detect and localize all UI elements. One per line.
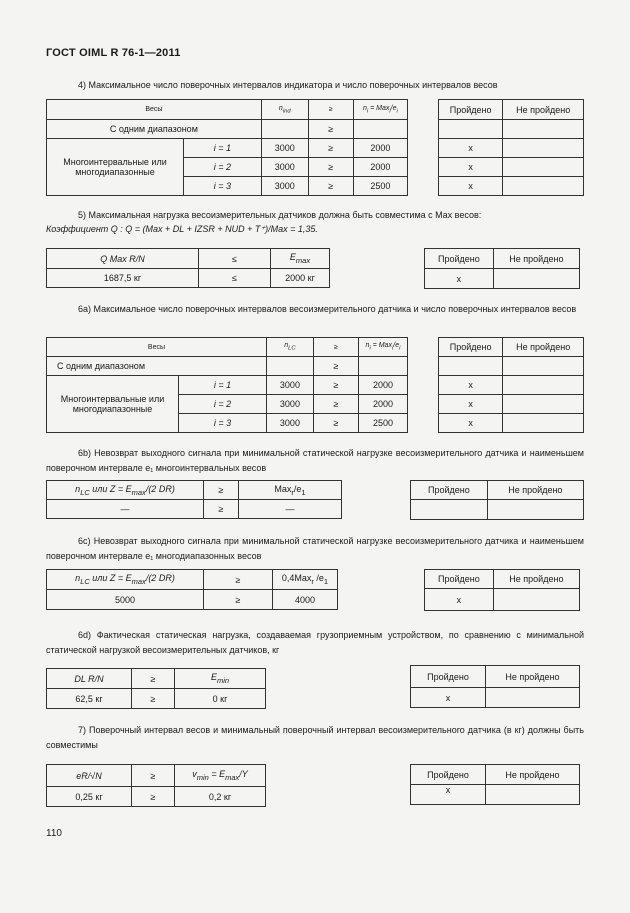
s6c-text: 6c) Невозврат выходного сигнала при минимальной статической нагрузке весоизмерительного датчика и наименьшем поверочном интервале e₁ многодиапазонных весов <box>46 536 584 561</box>
s5-table: Q Max R/N ≤ $E_{max}$ 1687,5 кг ≤ 2000 кг <box>46 248 330 288</box>
s6d-table: DL R/N ≥ $E_{min}$ 62,5 кг ≥ 0 кг <box>46 668 266 709</box>
s5-text: 5) Максимальная нагрузка весоизмерительных датчиков должна быть совместима с Max весов: <box>78 210 482 220</box>
s5-pass-table: Пройдено Не пройдено x <box>424 248 580 289</box>
s7-pass-table: Пройдено Не пройдено x <box>410 764 580 805</box>
s6a-pass-table: Пройдено Не пройдено x x x <box>438 337 584 433</box>
s4-table: Весы $n_{ind}$ ≥ $n_i = Max_i/e_i$ С одним диапазоном ≥ Многоинтервальные или многодиапазонные i = 1 3000 ≥ 2000 i = 2 3000 ≥ 2000 i = 3 3000 ≥ 2500 <box>46 99 408 196</box>
s7-table: eR/√N ≥ $v_{min} = E_{max}/Y$ 0,25 кг ≥ 0,2 кг <box>46 764 266 807</box>
s6c-table: $n_{LC}$ или $Z = E_{max}/(2$ DR) ≥ 0,4Max$_r$ $/e_1$ 5000 ≥ 4000 <box>46 569 338 610</box>
s4-text: 4) Максимальное число поверочных интервалов индикатора и число поверочных интервалов весов <box>78 80 498 90</box>
s4-h-nind: $n_{ind}$ <box>261 100 308 120</box>
s6c-pass-table: Пройдено Не пройдено x <box>424 569 580 611</box>
s4-h-ge: ≥ <box>308 100 353 120</box>
s4-single-label: С одним диапазоном <box>47 120 262 139</box>
s4-pass-table: Пройдено Не пройдено x x x <box>438 99 584 196</box>
s6a-table: Весы $n_{LC}$ ≥ $n_i = Max_i/e_i$ С одним диапазоном ≥ Многоинтервальные или многодиапазонные i = 1 3000 ≥ 2000 i = 2 3000 ≥ 2000 i = 3 3000 ≥ 2500 <box>46 337 408 433</box>
document-header: ГОСТ OIML R 76-1—2011 <box>46 47 181 59</box>
s6d-pass-table: Пройдено Не пройдено x <box>410 665 580 708</box>
s6a-text: 6a) Максимальное число поверочных интервалов весоизмерительного датчика и число поверочных интервалов весов <box>78 304 577 314</box>
s6a-h-nlc: $n_{LC}$ <box>266 338 313 357</box>
s4-h-ni: $n_i = Max_i/e_i$ <box>353 100 407 120</box>
s6d-text: 6d) Фактическая статическая нагрузка, создаваемая грузоприемным устройством, по сравнению с минимальной статической нагрузкой весоизмерительных датчиков, кг <box>46 630 584 655</box>
s6b-text: 6b) Невозврат выходного сигнала при минимальной статической нагрузке весоизмерительного датчика и наименьшем поверочном интервале e₁ многоинтервальных весов <box>46 448 584 473</box>
s4-h-scales: Весы <box>47 100 262 120</box>
s4-multi-label: Многоинтервальные или многодиапазонные <box>47 139 184 196</box>
s5-formula: Коэффициент Q : Q = (Max + DL + IZSR + NUD + T⁺)/Max = 1,35. <box>46 224 318 234</box>
page-number: 110 <box>46 828 62 839</box>
s5-h-emax: $E_{max}$ <box>271 249 330 269</box>
s6b-table: $n_{LC}$ или $Z = E_{max}/(2$ DR) ≥ $Max_r/e_1$ — ≥ — <box>46 480 342 519</box>
s7-text: 7) Поверочный интервал весов и минимальный поверочный интервал весоизмерительного датчика (в кг) должны быть совместимы <box>46 725 584 750</box>
s6b-pass-table: Пройдено Не пройдено <box>410 480 584 520</box>
